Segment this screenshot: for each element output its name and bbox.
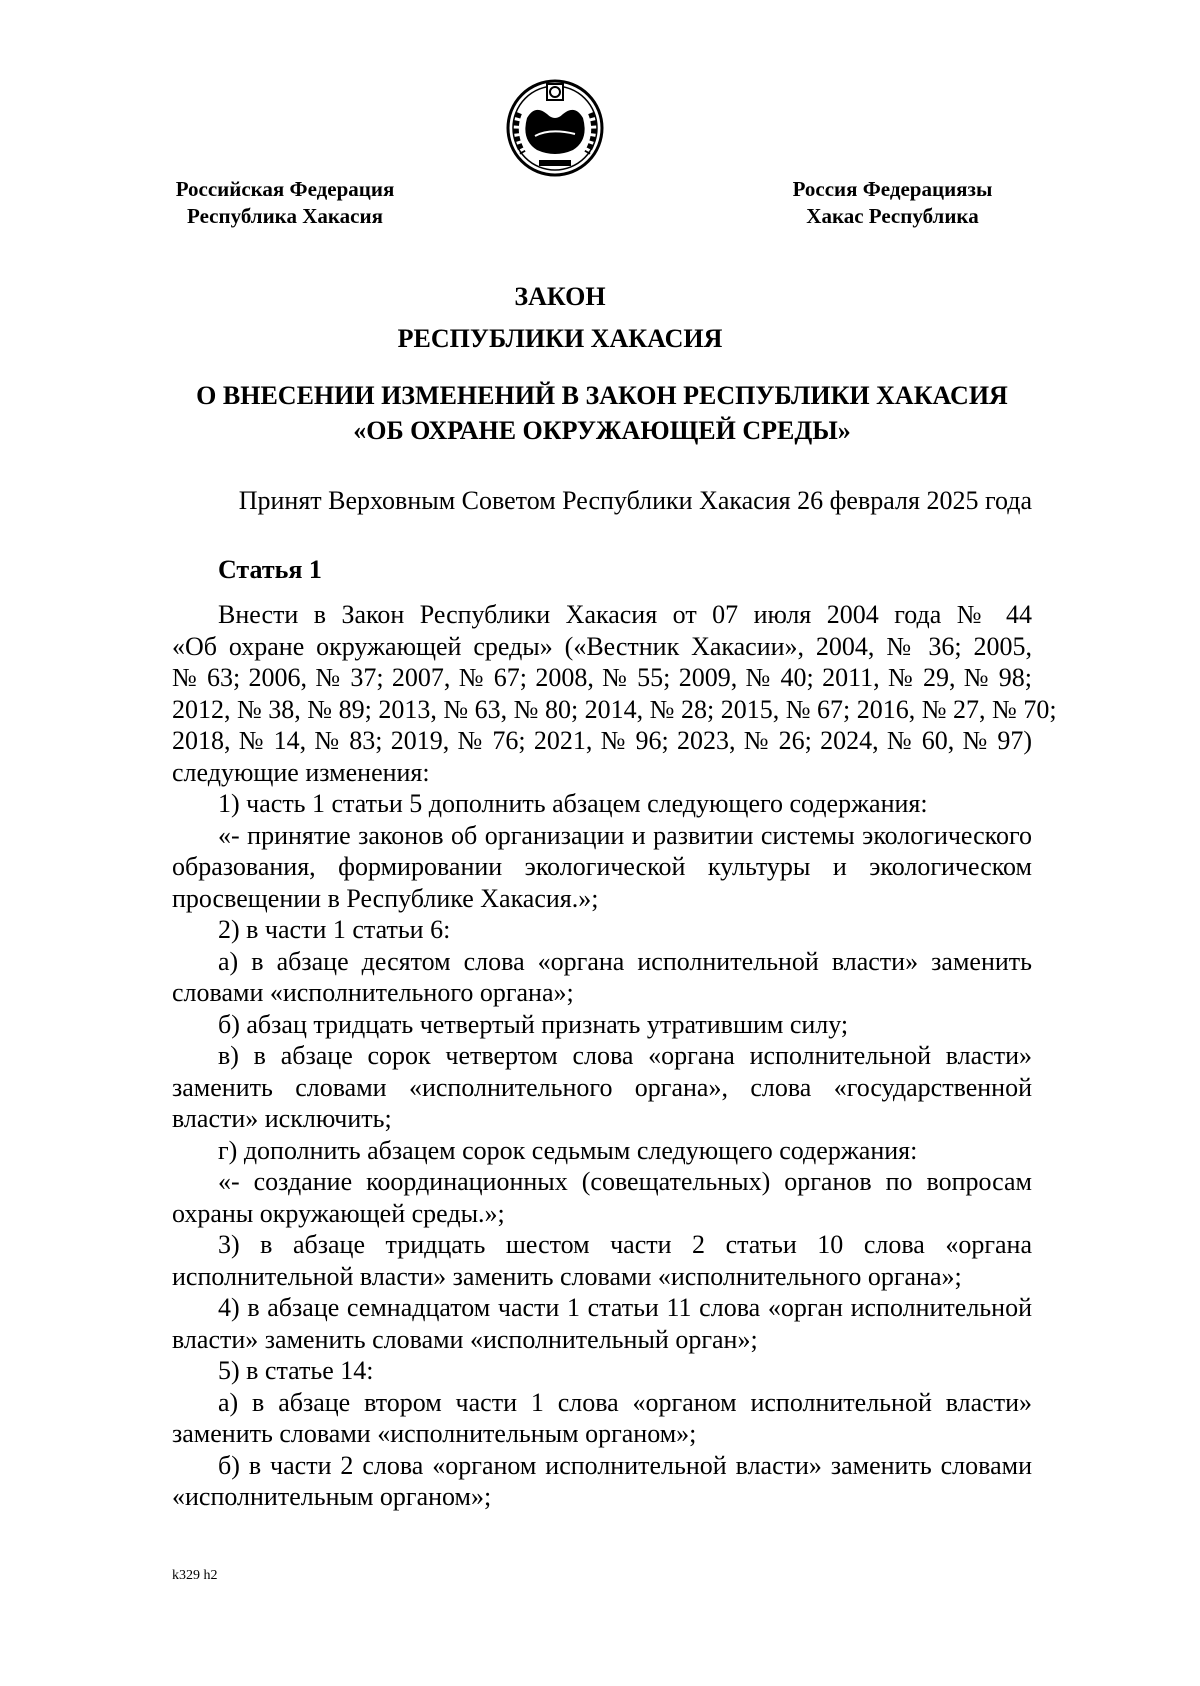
paragraph-line: 5) в статье 14: <box>218 1356 374 1385</box>
law-republic: РЕСПУБЛИКИ ХАКАСИЯ <box>397 324 723 353</box>
law-heading <box>300 276 820 360</box>
paragraph-line: заменить словами «исполнительным органом»; <box>172 1419 697 1448</box>
paragraph <box>172 1355 1032 1387</box>
coat-of-arms-emblem <box>505 78 605 178</box>
paragraph <box>172 946 1032 1009</box>
paragraph <box>172 1009 1032 1041</box>
paragraph <box>172 1292 1032 1355</box>
paragraph-line: а) в абзаце десятом слова «органа исполнительной власти» заменить <box>218 946 1032 976</box>
paragraph-line: 2) в части 1 статьи 6: <box>218 915 451 944</box>
republic-name-ru: Республика Хакасия <box>187 204 383 228</box>
paragraph-line: а) в абзаце втором части 1 слова «органом исполнительной власти» <box>218 1387 1032 1417</box>
paragraph-line: «- принятие законов об организации и развитии системы экологического <box>218 820 1032 850</box>
adoption-note: Принят Верховным Советом Республики Хакасия 26 февраля 2025 года <box>238 486 1032 515</box>
republic-name-khakas: Хакас Республика <box>806 204 979 228</box>
paragraph-line: власти» заменить словами «исполнительный орган»; <box>172 1324 758 1354</box>
paragraph-line: в) в абзаце сорок четвертом слова «органа исполнительной власти» <box>218 1041 1032 1070</box>
paragraph <box>172 1166 1032 1229</box>
paragraph-line: № 63; 2006, № 37; 2007, № 67; 2008, № 55; 2009, № 40; 2011, № 29, № 98; <box>172 663 1032 692</box>
paragraph-line: б) в части 2 слова «органом исполнительной власти» заменить словами <box>218 1450 1032 1480</box>
paragraph-line: просвещении в Республике Хакасия.»; <box>172 883 599 913</box>
paragraph-line: Внести в Закон Республики Хакасия от 07 июля 2004 года № 44 <box>218 600 1032 629</box>
country-name-ru: Российская Федерация <box>175 177 395 201</box>
paragraph <box>172 1387 1032 1450</box>
paragraph-line: «исполнительным органом»; <box>172 1482 492 1511</box>
paragraph-line: б) абзац тридцать четвертый признать утратившим силу; <box>218 1009 849 1039</box>
paragraph-line: власти» исключить; <box>172 1104 392 1133</box>
paragraph <box>172 1229 1032 1292</box>
paragraph-line: 2018, № 14, № 83; 2019, № 76; 2021, № 96; 2023, № 26; 2024, № 60, № 97) <box>172 726 1032 755</box>
paragraph-line: словами «исполнительного органа»; <box>172 978 574 1007</box>
article-body <box>172 599 1057 1513</box>
law-label: ЗАКОН <box>514 282 606 311</box>
law-title-line: «ОБ ОХРАНЕ ОКРУЖАЮЩЕЙ СРЕДЫ» <box>353 416 851 445</box>
paragraph-line: 2012, № 38, № 89; 2013, № 63, № 80; 2014, № 28; 2015, № 67; 2016, № 27, № 70; <box>172 694 1057 724</box>
paragraph <box>172 914 1032 946</box>
paragraph <box>172 599 1057 788</box>
paragraph-line: 1) часть 1 статьи 5 дополнить абзацем следующего содержания: <box>218 789 928 818</box>
paragraph-line: образования, формировании экологической культуры и экологическом <box>172 852 1032 881</box>
paragraph <box>172 1135 1032 1167</box>
paragraph <box>172 1040 1032 1135</box>
paragraph <box>172 788 1032 820</box>
paragraph-line: «Об охране окружающей среды» («Вестник Хакасии», 2004, № 36; 2005, <box>172 631 1032 661</box>
paragraph-line: 3) в абзаце тридцать шестом части 2 статьи 10 слова «органа <box>218 1230 1032 1259</box>
paragraph-line: следующие изменения: <box>172 757 430 787</box>
law-title-line: О ВНЕСЕНИИ ИЗМЕНЕНИЙ В ЗАКОН РЕСПУБЛИКИ ХАКАСИЯ <box>196 381 1008 410</box>
paragraph-line: заменить словами «исполнительного органа», слова «государственной <box>172 1072 1032 1102</box>
paragraph <box>172 820 1032 915</box>
paragraph-line: г) дополнить абзацем сорок седьмым следующего содержания: <box>218 1135 918 1165</box>
paragraph-line: «- создание координационных (совещательных) органов по вопросам <box>218 1167 1032 1196</box>
paragraph-line: 4) в абзаце семнадцатом части 1 статьи 11 слова «орган исполнительной <box>218 1293 1032 1322</box>
paragraph-line: охраны окружающей среды.»; <box>172 1198 505 1228</box>
paragraph <box>172 1450 1032 1513</box>
country-name-khakas: Россия Федерациязы <box>792 177 993 201</box>
header-right <box>760 176 1025 230</box>
header-left <box>150 176 420 230</box>
document-code: k329 h2 <box>172 1568 218 1583</box>
law-title <box>172 378 1032 448</box>
article-heading: Статья 1 <box>218 555 322 584</box>
paragraph-line: исполнительной власти» заменить словами «исполнительного органа»; <box>172 1261 962 1291</box>
